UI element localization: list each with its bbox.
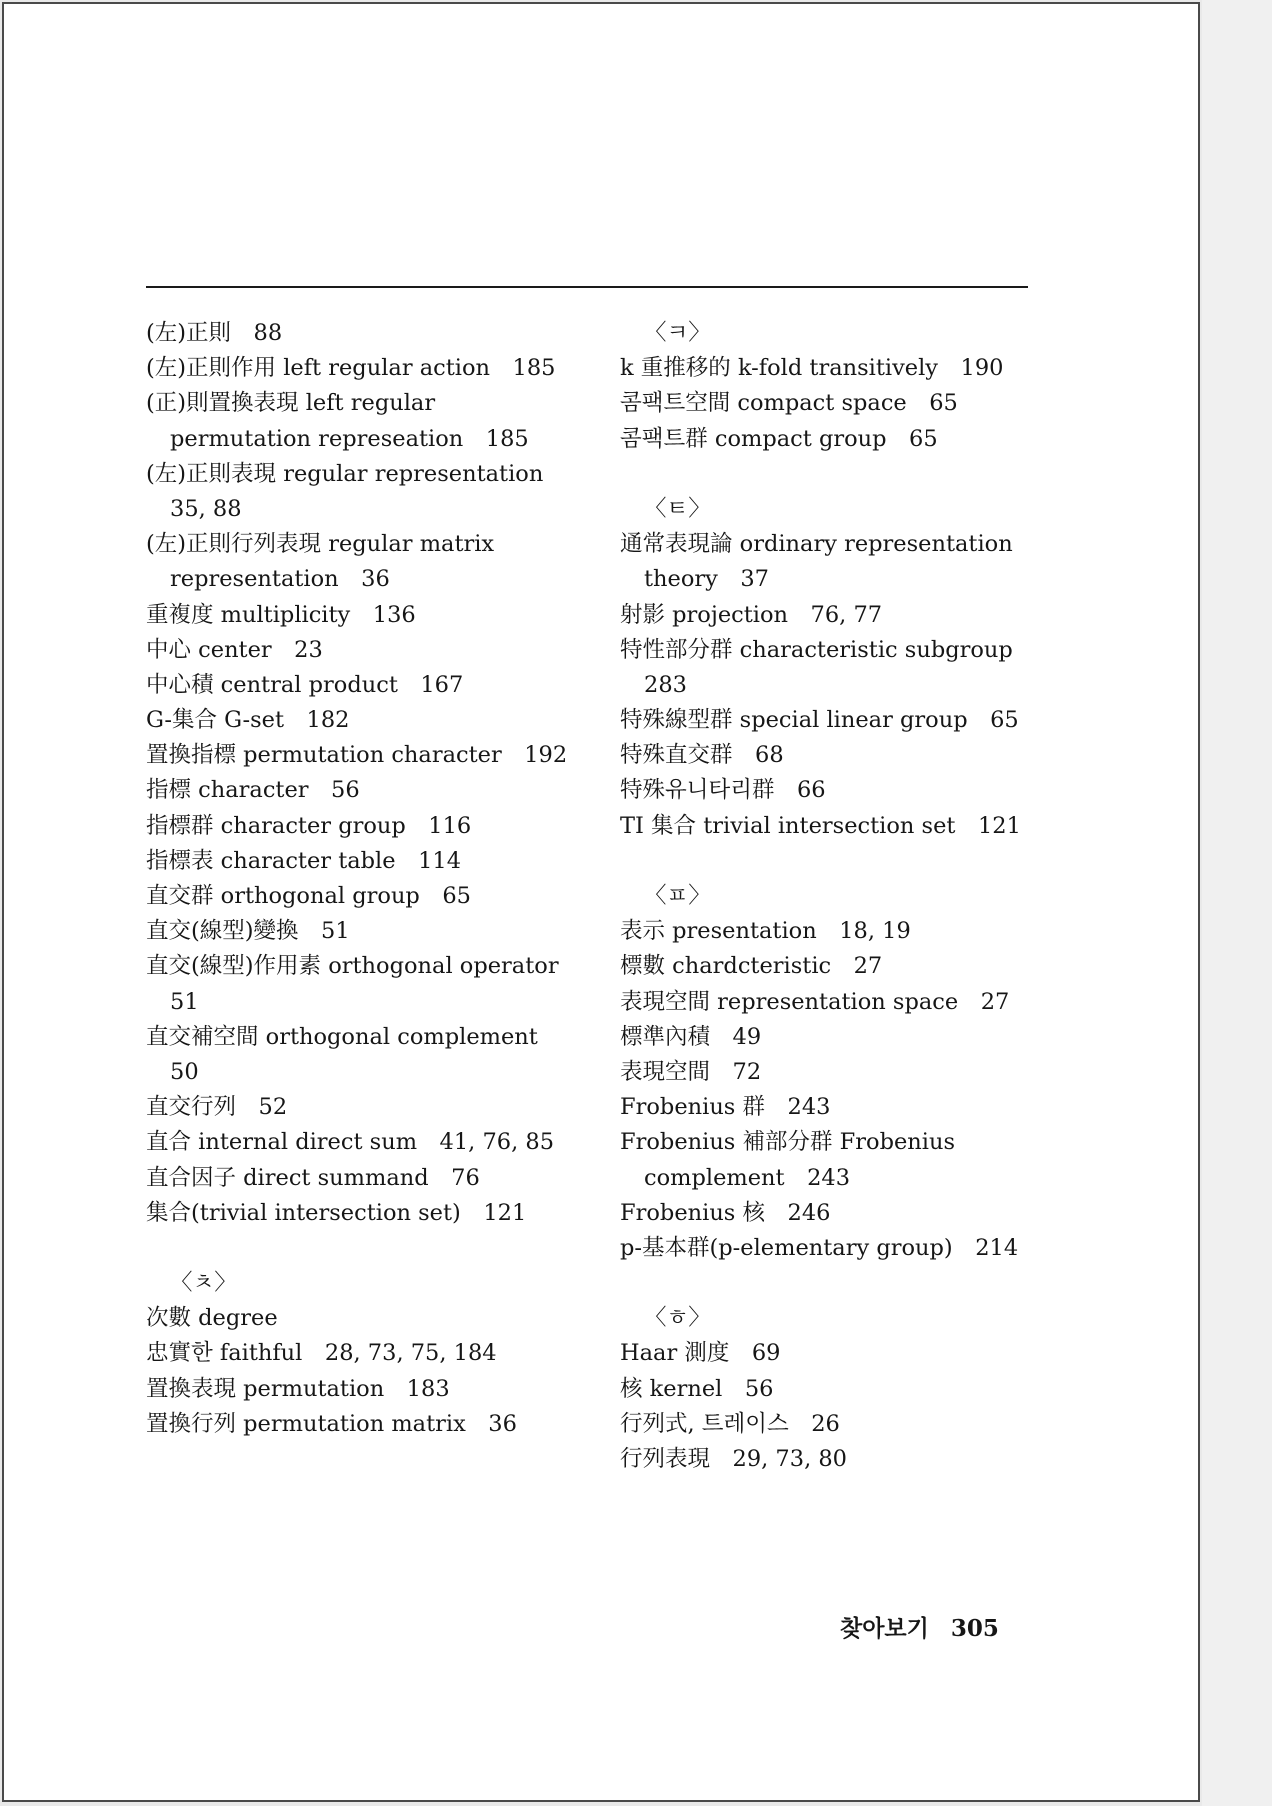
section-spacer: [620, 844, 1040, 879]
index-entry: Haar 測度 69: [620, 1340, 781, 1367]
index-entry: (正)則置換表現 left regular: [146, 390, 436, 417]
index-entry: theory 37: [644, 566, 769, 593]
index-entry: Frobenius 核 246: [620, 1199, 831, 1226]
index-entry: 特性部分群 characteristic subgroup: [620, 636, 1013, 663]
index-entry: complement 243: [644, 1164, 851, 1191]
section-heading: 〈ㅎ〉: [644, 1305, 711, 1332]
index-entry: 置換表現 permutation 183: [146, 1375, 450, 1402]
index-entry: 忠實한 faithful 28, 73, 75, 184: [146, 1340, 497, 1367]
section-spacer: [620, 457, 1040, 492]
index-entry: 콤팩트空間 compact space 65: [620, 390, 958, 417]
index-entry: 直交補空間 orthogonal complement: [146, 1023, 538, 1050]
index-column-left: [146, 316, 586, 1442]
index-entry: (左)正則 88: [146, 320, 283, 346]
index-entry: 置換行列 permutation matrix 36: [146, 1410, 517, 1437]
index-entry: 콤팩트群 compact group 65: [620, 425, 938, 452]
section-heading: 〈ㅍ〉: [644, 883, 711, 909]
section-heading: 〈ㅋ〉: [644, 320, 711, 346]
page-footer: [840, 1610, 999, 1643]
index-entry: 中心積 central product 167: [146, 671, 464, 698]
index-entry: 指標 character 56: [146, 777, 360, 804]
header-rule: [146, 286, 1028, 288]
index-entry: TI 集合 trivial intersection set 121: [620, 812, 1021, 839]
scan-margin: [1202, 0, 1272, 1806]
section-spacer: [620, 1266, 1040, 1301]
index-entry: G-集合 G-set 182: [146, 707, 350, 734]
index-entry: representation 36: [170, 566, 390, 593]
index-entry: (左)正則行列表現 regular matrix: [146, 531, 495, 558]
index-entry: 中心 center 23: [146, 636, 323, 663]
index-entry: k 重推移的 k-fold transitively 190: [620, 355, 1004, 382]
index-entry: 50: [170, 1058, 199, 1085]
index-entry: 特殊유니타리群 66: [620, 777, 826, 804]
index-entry: 直交群 orthogonal group 65: [146, 883, 471, 909]
index-entry: 表示 presentation 18, 19: [620, 918, 911, 945]
index-entry: (左)正則表現 regular representation: [146, 460, 544, 487]
index-entry: Frobenius 補部分群 Frobenius: [620, 1129, 956, 1156]
index-entry: 通常表現論 ordinary representation: [620, 531, 1013, 558]
index-entry: 核 kernel 56: [620, 1375, 774, 1402]
section-heading: 〈ㅊ〉: [170, 1270, 237, 1297]
section-spacer: [146, 1231, 586, 1266]
index-entry: 標準內積 49: [620, 1023, 762, 1050]
index-entry: 表現空間 72: [620, 1058, 762, 1085]
index-entry: 集合(trivial intersection set) 121: [146, 1199, 527, 1226]
footer-label: 찾아보기: [840, 1615, 929, 1642]
index-entry: 次數 degree: [146, 1305, 278, 1332]
book-page: [2, 2, 1200, 1802]
index-entry: 射影 projection 76, 77: [620, 601, 883, 628]
index-entry: Frobenius 群 243: [620, 1094, 831, 1121]
index-entry: 直交(線型)作用素 orthogonal operator: [146, 953, 559, 980]
index-entry: 指標表 character table 114: [146, 847, 462, 874]
index-entry: 直合 internal direct sum 41, 76, 85: [146, 1129, 555, 1156]
index-entry: 表現空間 representation space 27: [620, 988, 1010, 1015]
index-entry: 行列表現 29, 73, 80: [620, 1446, 847, 1472]
index-entry: 283: [644, 671, 687, 698]
index-entry: 特殊直交群 68: [620, 742, 784, 769]
page-number: 305: [950, 1615, 999, 1642]
index-entry: 35, 88: [170, 495, 242, 522]
index-entry: 特殊線型群 special linear group 65: [620, 707, 1019, 734]
index-entry: 標數 chardcteristic 27: [620, 953, 883, 980]
index-entry: 行列式, 트레이스 26: [620, 1410, 840, 1437]
index-entry: 指標群 character group 116: [146, 812, 472, 839]
index-entry: 直合因子 direct summand 76: [146, 1164, 480, 1191]
index-entry: 直交(線型)變換 51: [146, 918, 350, 945]
index-entry: 51: [170, 988, 199, 1015]
index-entry: 直交行列 52: [146, 1094, 288, 1121]
index-entry: p-基本群(p-elementary group) 214: [620, 1234, 1019, 1261]
index-entry: 置換指標 permutation character 192: [146, 742, 568, 769]
index-entry: permutation represeation 185: [170, 425, 529, 452]
index-entry: 重複度 multiplicity 136: [146, 601, 416, 628]
index-entry: (左)正則作用 left regular action 185: [146, 355, 556, 382]
section-heading: 〈ㅌ〉: [644, 495, 711, 522]
index-column-right: [620, 316, 1040, 1477]
